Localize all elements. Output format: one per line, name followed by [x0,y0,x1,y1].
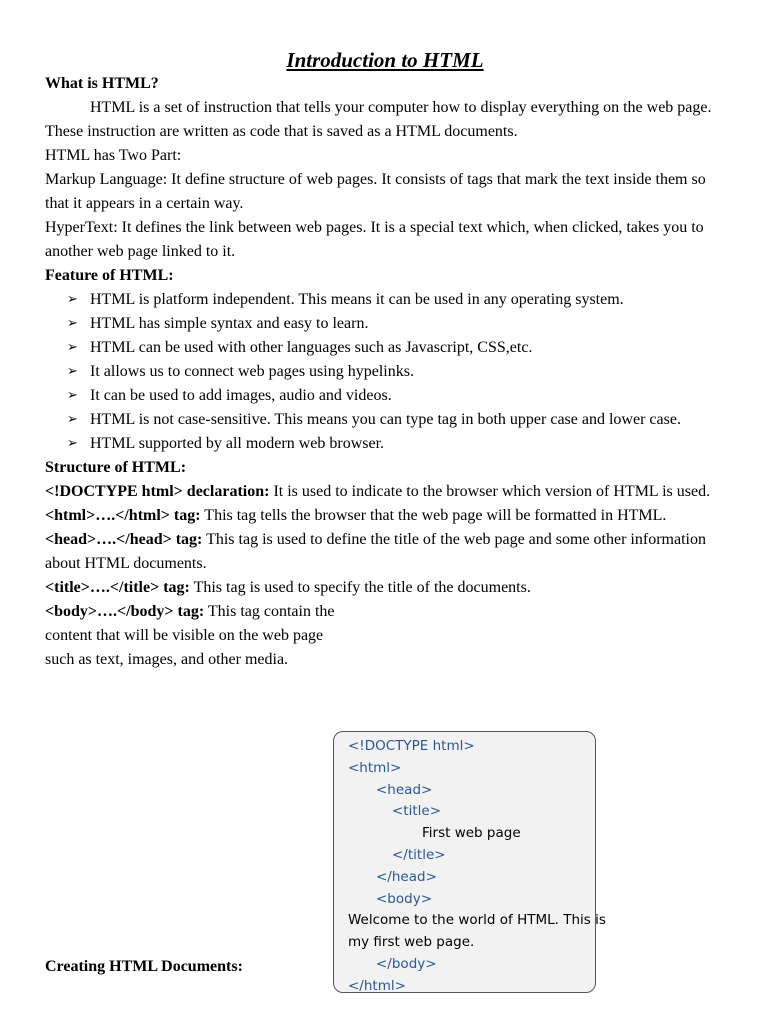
what-is-paragraph-2: These instruction are written as code that is saved as a HTML documents. [45,123,518,140]
creating-heading: Creating HTML Documents: [45,958,243,975]
code-line: </body> [376,955,437,972]
document-body [45,46,725,672]
structure-head-tag: <head>….</head> tag: This tag is used to define the title of the web page and some other information about HTML documents. [45,531,706,572]
structure-html-tag: <html>….</html> tag: This tag tells the browser that the web page will be formatted in HTML. [45,507,667,524]
what-is-paragraph-4: Markup Language: It define structure of web pages. It consists of tags that mark the text inside them so that it appears in a certain way. [45,171,706,212]
list-item: ➢ HTML is platform independent. This means it can be used in any operating system. [45,288,725,312]
what-is-paragraph-1: HTML is a set of instruction that tells your computer how to display everything on the web page. [90,99,712,116]
list-item: ➢ HTML supported by all modern web browser. [45,432,725,456]
code-line: <title> [392,803,442,820]
features-heading: Feature of HTML: [45,267,174,284]
arrow-bullet-icon: ➢ [67,316,78,331]
code-line: </html> [348,977,406,994]
structure-doctype: <!DOCTYPE html> declaration: It is used to indicate to the browser which version of HTML is used. [45,483,711,500]
code-line: </head> [376,868,437,885]
arrow-bullet-icon: ➢ [67,412,78,427]
list-item: ➢ HTML can be used with other languages such as Javascript, CSS,etc. [45,336,725,360]
code-line: <head> [376,781,433,798]
list-item: ➢ HTML has simple syntax and easy to learn. [45,312,725,336]
code-line: <html> [348,759,402,776]
what-is-paragraph-5: HyperText: It defines the link between web pages. It is a special text which, when clicked, takes you to another web page linked to it. [45,219,704,260]
list-item: ➢ It can be used to add images, audio and videos. [45,384,725,408]
code-line: <body> [376,890,433,907]
list-item: ➢ It allows us to connect web pages using hypelinks. [45,360,725,384]
arrow-bullet-icon: ➢ [67,388,78,403]
arrow-bullet-icon: ➢ [67,292,78,307]
structure-title-tag: <title>….</title> tag: This tag is used to specify the title of the documents. [45,579,531,596]
code-line: my first web page. [348,934,475,951]
structure-body-tag: <body>….</body> tag: This tag contain the content that will be visible on the web page such as text, images, and other media. [45,603,335,668]
what-is-heading: What is HTML? [45,75,159,92]
structure-heading: Structure of HTML: [45,459,187,476]
arrow-bullet-icon: ➢ [67,436,78,451]
arrow-bullet-icon: ➢ [67,364,78,379]
list-item: ➢ HTML is not case-sensitive. This means you can type tag in both upper case and lower case. [45,408,725,432]
code-line: <!DOCTYPE html> [348,738,475,754]
code-line: </title> [392,846,446,863]
page-title: Introduction to HTML [286,48,484,72]
what-is-paragraph-3: HTML has Two Part: [45,147,182,164]
code-line: Welcome to the world of HTML. This is [348,912,606,929]
arrow-bullet-icon: ➢ [67,340,78,355]
code-example-box [333,731,606,994]
features-list [45,288,725,456]
code-line: First web page [422,825,521,842]
